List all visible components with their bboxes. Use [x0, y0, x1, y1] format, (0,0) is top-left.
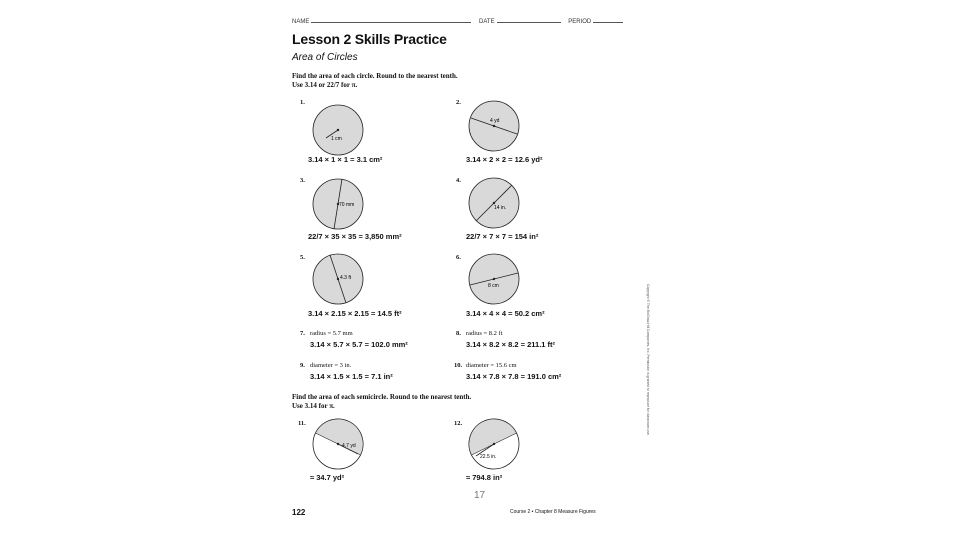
- header-line: [292, 17, 629, 25]
- problem-number: 2.: [456, 99, 461, 106]
- date-line: [497, 17, 561, 23]
- answer: 3.14 × 7.8 × 7.8 = 191.0 cm²: [466, 372, 562, 381]
- instructions-line: Use 3.14 for π.: [292, 402, 335, 410]
- diameter-label: 14 in.: [494, 205, 507, 211]
- diameter-label: 70 mm: [339, 202, 355, 208]
- diameter-label: 8 cm: [488, 283, 499, 289]
- copyright-side: [646, 285, 652, 465]
- answer: 22/7 × 7 × 7 = 154 in²: [466, 232, 539, 241]
- problem-number: 10.: [454, 362, 463, 369]
- footer-text: Course 2 • Chapter 8 Measure Figures: [510, 509, 596, 515]
- problem-number: 5.: [300, 254, 305, 261]
- given-value: diameter = 3 in.: [310, 362, 352, 369]
- problem-number: 1.: [300, 99, 305, 106]
- instructions-circles: [292, 72, 458, 90]
- radius-label: 22.5 in.: [480, 454, 497, 460]
- answer: 3.14 × 2 × 2 = 12.6 yd²: [466, 155, 543, 164]
- circle-figure: [312, 253, 364, 305]
- period-label: PERIOD: [568, 19, 592, 25]
- period-line: [593, 17, 623, 23]
- answer: ≈ 794.8 in²: [466, 473, 503, 482]
- radius-label: 1 cm: [331, 136, 342, 142]
- given-value: diameter = 15.6 cm: [466, 362, 517, 369]
- date-label: DATE: [479, 19, 495, 25]
- diameter-label: 4.3 ft: [340, 275, 352, 281]
- problem-number: 7.: [300, 330, 305, 337]
- name-label: NAME: [292, 19, 310, 25]
- given-value: radius = 5.7 mm: [310, 330, 353, 337]
- given-value: radius = 8.2 ft: [466, 330, 503, 337]
- circle-figure: [468, 253, 520, 305]
- instructions-line: Find the area of each semicircle. Round to the nearest tenth.: [292, 393, 472, 401]
- semicircle-figure: [468, 418, 520, 470]
- problem-number: 3.: [300, 177, 305, 184]
- circle-figure: [312, 104, 364, 156]
- answer: 3.14 × 5.7 × 5.7 = 102.0 mm²: [310, 340, 408, 349]
- worksheet: [270, 0, 654, 540]
- circle-figure: [468, 177, 520, 229]
- answer: 3.14 × 8.2 × 8.2 = 211.1 ft²: [466, 340, 556, 349]
- circle-figure: [468, 100, 520, 152]
- page-number: 122: [292, 508, 306, 517]
- problem-number: 11.: [298, 420, 306, 427]
- problem-number: 6.: [456, 254, 461, 261]
- name-line: [311, 17, 471, 23]
- copyright-text: Copyright © The McGraw-Hill Companies, Inc. Permission is granted to reproduce for classroom use.: [646, 284, 650, 436]
- answer: 3.14 × 2.15 × 2.15 = 14.5 ft²: [308, 309, 402, 318]
- instructions-line: Find the area of each circle. Round to the nearest tenth.: [292, 72, 458, 80]
- answer: 22/7 × 35 × 35 = 3,850 mm²: [308, 232, 402, 241]
- answer: ≈ 34.7 yd²: [310, 473, 345, 482]
- radius-label: 4.7 yd: [342, 443, 356, 449]
- instructions-line: Use 3.14 or 22/7 for π.: [292, 81, 358, 89]
- diameter-label: 4 yd: [490, 118, 500, 124]
- circle-figure: [312, 178, 364, 230]
- page-title: Lesson 2 Skills Practice: [292, 31, 447, 47]
- problem-number: 8.: [456, 330, 461, 337]
- instructions-semicircles: [292, 393, 471, 411]
- page-subtitle: Area of Circles: [292, 52, 358, 63]
- problem-number: 4.: [456, 177, 461, 184]
- answer: 3.14 × 1 × 1 = 3.1 cm²: [308, 155, 383, 164]
- semicircle-figure: [312, 418, 364, 470]
- slide-number: 17: [474, 490, 486, 501]
- problem-number: 12.: [454, 420, 463, 427]
- answer: 3.14 × 1.5 × 1.5 = 7.1 in²: [310, 372, 393, 381]
- answer: 3.14 × 4 × 4 = 50.2 cm²: [466, 309, 545, 318]
- problem-number: 9.: [300, 362, 305, 369]
